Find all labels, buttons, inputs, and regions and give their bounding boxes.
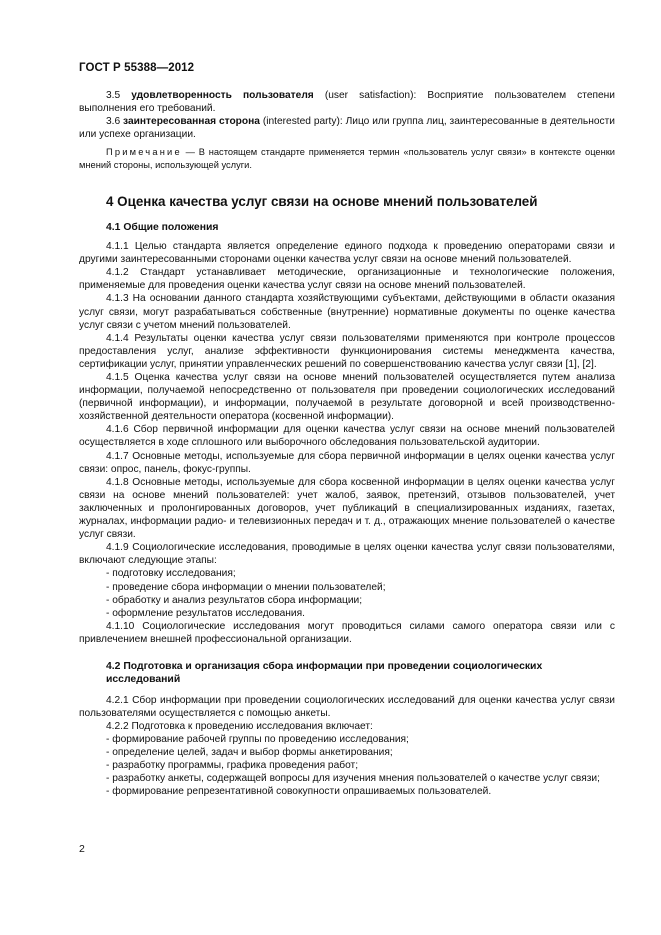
clause-4-1-6: 4.1.6 Сбор первичной информации для оценки качества услуг связи на основе мнений пользователей осуществляется в ходе сплошного или выборочного обследования пользовательской аудитории. — [79, 424, 615, 449]
definition-text: (user satisfaction): Восприятие пользователем степени выполнения его требований. — [79, 90, 615, 115]
list-item: - разработку анкеты, содержащей вопросы для изучения мнения пользователей о качестве услуг связи; — [106, 773, 600, 785]
list-item: - формирование рабочей группы по проведению исследования; — [106, 733, 409, 745]
definition-3-6 — [79, 115, 615, 141]
list-item: - определение целей, задач и выбор формы анкетирования; — [106, 746, 393, 758]
clause-4-1-4: 4.1.4 Результаты оценки качества услуг связи пользователями применяются при контроле процессов предоставления услуг, анализе эффективности функционирования системы менеджмента качества, сертификации услуг, принятии управленческих решений по совершенствованию качества услуг связи [1], [2]. — [79, 332, 615, 370]
note-text: — В настоящем стандарте применяется термин «пользователь услуг связи» в контексте оценки мнений стороны, использующей услуги. — [79, 147, 615, 170]
clause-4-1-7: 4.1.7 Основные методы, используемые для сбора первичной информации в целях оценки качества услуг связи: опрос, панель, фокус-группы. — [79, 450, 615, 475]
clause-4-2-2: 4.2.2 Подготовка к проведению исследования включает: — [106, 720, 373, 732]
note-label: Примечание — [106, 147, 182, 158]
clause-4-1-2: 4.1.2 Стандарт устанавливает методические, организационные и технологические положения, применяемые для проведения оценки качества услуг связи на основе мнений пользователей. — [79, 267, 615, 292]
document-id-header: ГОСТ Р 55388—2012 — [79, 62, 195, 74]
definition-term: удовлетворенность пользователя — [131, 90, 314, 101]
definition-3-5 — [79, 89, 615, 115]
section-4-title: 4 Оценка качества услуг связи на основе мнений пользователей — [106, 193, 538, 209]
subsection-4-2-title: 4.2 Подготовка и организация сбора информации при проведении социологических исследований — [106, 660, 543, 686]
list-item: - обработку и анализ результатов сбора информации; — [106, 594, 363, 606]
clause-4-1-1: 4.1.1 Целью стандарта является определение единого подхода к проведению операторами связи и другими заинтересованными сторонами оценки качества услуг связи на основе мнений пользователей. — [79, 241, 615, 266]
subsection-4-1-title: 4.1 Общие положения — [106, 221, 219, 233]
definition-text: (interested party): Лицо или группа лиц, заинтересованные в деятельности или успехе организации. — [79, 116, 615, 141]
clause-4-1-3: 4.1.3 На основании данного стандарта хозяйствующими субъектами, действующими в области оказания услуг связи, могут разрабатываться собственные (внутренние) нормативные документы по оценке качества услуг связи с учетом мнений пользователей. — [79, 293, 615, 331]
list-item: - оформление результатов исследования. — [106, 607, 305, 619]
note — [79, 146, 615, 170]
definition-number: 3.5 — [106, 90, 121, 101]
list-item: - разработку программы, графика проведения работ; — [106, 760, 359, 772]
clause-4-1-9: 4.1.9 Социологические исследования, проводимые в целях оценки качества услуг связи пользователями, включают следующие этапы: — [79, 542, 615, 567]
clause-4-1-8: 4.1.8 Основные методы, используемые для сбора косвенной информации в целях оценки качества услуг связи на основе мнений пользователей: учет жалоб, заявок, претензий, отзывов пользователей, учет заключенных и пролонгированных договоров, учет публикаций в специализированных изданиях, газетах, журналах, информации радио- и телевизионных передач и т. д., отражающих мнение пользователей о качестве услуг связи. — [79, 476, 615, 541]
page-number: 2 — [79, 843, 85, 855]
definition-number: 3.6 — [106, 116, 121, 128]
definition-term: заинтересованная сторона — [123, 116, 260, 128]
list-item: - подготовку исследования; — [106, 568, 236, 580]
clause-4-2-1: 4.2.1 Сбор информации при проведении социологических исследований для оценки качества услуг связи пользователями осуществляется с помощью анкеты. — [79, 694, 615, 719]
list-item: - формирование репрезентативной совокупности опрашиваемых пользователей. — [106, 786, 492, 798]
clause-4-1-5: 4.1.5 Оценка качества услуг связи на основе мнений пользователей осуществляется путем анализа информации, получаемой непосредственно от пользователя при проведении социологических исследований (первичной информации), и информации, получаемой в результате договорной и всей производственно-хозяйственной деятельности оператора (косвенной информации). — [79, 372, 615, 423]
list-item: - проведение сбора информации о мнении пользователей; — [106, 581, 386, 593]
page-content — [79, 89, 615, 798]
clause-4-1-10: 4.1.10 Социологические исследования могут проводиться силами самого оператора связи или с привлечением внешней профессиональной организации. — [79, 620, 615, 645]
